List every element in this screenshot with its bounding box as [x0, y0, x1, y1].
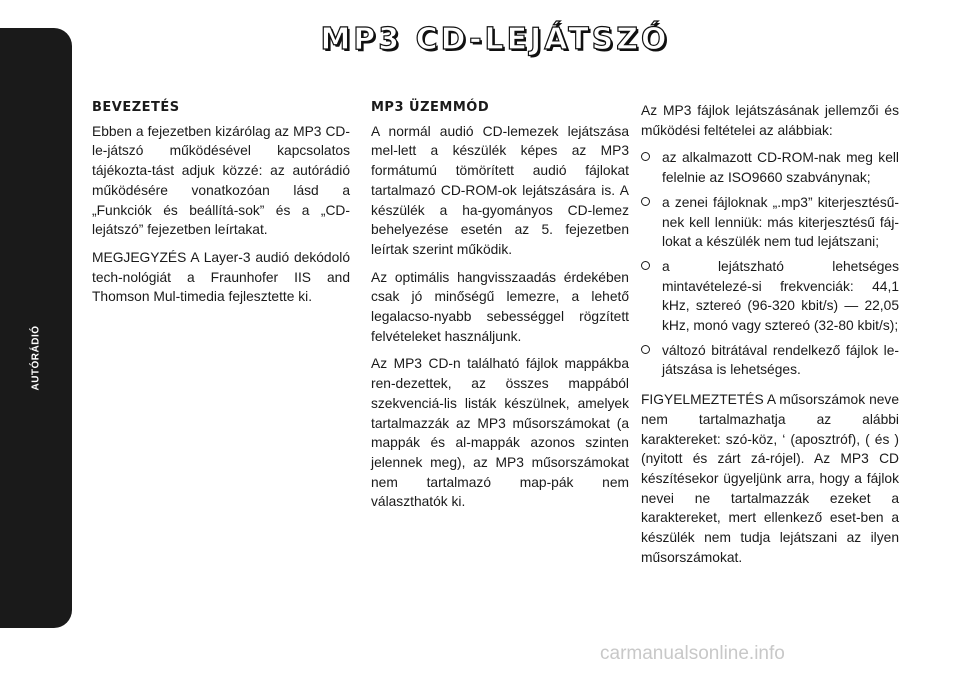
column-mp3-mode	[371, 98, 629, 520]
list-item-text: a lejátszható lehetséges mintavételezé-si frekvenciák: 44,1 kHz, sztereó (96-320 kbit/s) — 22,05 kHz, monó vagy sztereó (32-80 kbit/s);	[662, 258, 899, 334]
circle-bullet-icon	[641, 345, 650, 354]
requirements-list	[641, 148, 899, 380]
section-heading: BEVEZETÉS	[92, 100, 180, 115]
list-item	[641, 148, 899, 187]
column-introduction	[92, 98, 350, 315]
section-label: AUTÓRÁDIÓ	[30, 325, 42, 391]
page-title: MP3 CD-LEJÁTSZÓ	[320, 22, 670, 57]
paragraph: A normál audió CD-lemezek lejátszása mel-lett a készülék képes az MP3 formátumú tömörített audió fájlokat tartalmazó CD-ROM-ok lejátszására is. A készülék a ha-gyományos CD-lemez behelyezése esetén az 5. fejezetben leírtak szerint működik.	[371, 123, 629, 257]
paragraph: Az MP3 CD-n található fájlok mappákba ren-dezettek, az összes mappából szekvenciá-lis listák készülnek, amelyek tartalmazzák az MP3 műsorszámokat (a mappák és al-mappák azonos szinten jelennek meg), az MP3 műsorszámokat nem tartalmazó map-pák nem választhatók ki.	[371, 356, 629, 510]
warning-paragraph: FIGYELMEZTETÉS A műsorszámok neve nem tartalmazhatja az alábbi karaktereket: szó-köz, ‘ (aposztróf), ( és ) (nyitott és zárt zá-rójel). Az MP3 CD készítésekor ügyeljünk arra, hogy a fájlok nevei ne tartalmazzák ezeket a karaktereket, mert ellenkező eset-ben a készülék nem tudja lejátszani az ilyen műsorszámokat.	[641, 392, 899, 565]
circle-bullet-icon	[641, 152, 650, 161]
list-item	[641, 193, 899, 252]
list-item	[641, 257, 899, 336]
circle-bullet-icon	[641, 261, 650, 270]
side-tab	[0, 28, 72, 686]
column-requirements	[641, 101, 899, 575]
section-heading: MP3 ÜZEMMÓD	[371, 100, 490, 115]
intro-paragraph: Az MP3 fájlok lejátszásának jellemzői és működési feltételei az alábbiak:	[641, 103, 899, 138]
watermark: carmanualsonline.info	[600, 643, 785, 664]
note-paragraph: MEGJEGYZÉS A Layer-3 audió dekódoló tech-nológiát a Fraunhofer IIS and Thomson Mul-timedia fejlesztette ki.	[92, 249, 350, 305]
circle-bullet-icon	[641, 197, 650, 206]
list-item-text: az alkalmazott CD-ROM-nak meg kell felelnie az ISO9660 szabványnak;	[662, 150, 899, 186]
page-number: 274	[18, 664, 52, 686]
paragraph: Ebben a fejezetben kizárólag az MP3 CD-le-játszó működésével kapcsolatos tájékozta-tást adjuk közzé: az autórádió működésére vonatkozóan lásd a „Funkciók és beállítá-sok” és a „CD-lejátszó” fejezetben leírtakat.	[92, 123, 350, 238]
paragraph: Az optimális hangvisszaadás érdekében csak jó minőségű lemezre, a lehető legalacso-nyabb sebességgel rögzített felvételeket használjunk.	[371, 269, 629, 344]
list-item-text: változó bitrátával rendelkező fájlok le-játszása is lehetséges.	[662, 342, 899, 378]
list-item	[641, 341, 899, 380]
list-item-text: a zenei fájloknak „.mp3” kiterjesztésű-nek kell lenniük: más kiterjesztésű fáj-lokat a készülék nem tud lejátszani;	[662, 194, 899, 250]
